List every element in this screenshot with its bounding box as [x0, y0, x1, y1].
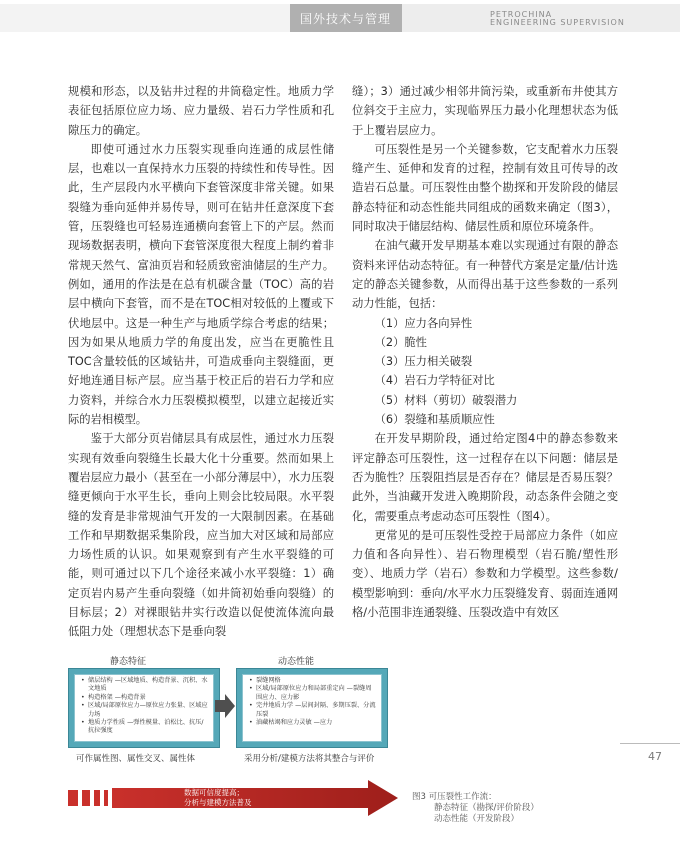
figure-list-item: • 区域/局部原位应力和局部重定向 —裂缝周围应力、应力影: [249, 685, 377, 702]
figure-list-item: • 油藏枯竭和应力灵敏 —应力: [249, 719, 377, 727]
right-arrow-icon: [215, 694, 235, 718]
figure-caption: [412, 792, 539, 825]
dynamic-caption: 采用分析/建模方法将其整合与评价: [244, 754, 375, 764]
static-panel: [68, 668, 220, 748]
left-text-column: [68, 82, 334, 642]
figure-caption-line-2: 动态性能（开发阶段）: [434, 814, 520, 824]
right-text-column: [352, 82, 618, 622]
journal-brand: [490, 11, 625, 27]
paragraph: 缝）；3）通过减少相邻井筒污染，或重新布井使其方位斜交于主应力，实现临界压力最小化理想状态为低于上覆岩层应力。: [352, 85, 618, 137]
page-number-rule: [620, 743, 680, 744]
header-left-band: [0, 4, 290, 32]
list-item: （3）压力相关破裂: [374, 355, 473, 369]
figure-list-item: • 地质力学性质 —弹性模量、泊松比、抗压/抗拉强度: [81, 719, 209, 736]
figure-3-workflow: [68, 652, 398, 822]
arrow-text: [184, 788, 252, 808]
figure-caption-line-1: 静态特征（勘探/评价阶段）: [434, 803, 539, 813]
paragraph: 在油气藏开发早期基本难以实现通过有限的静态资料来评估动态特征。有一种替代方案是定量/估计选定的静态关键参数，从而得出基于这些参数的一系列动力性能，包括：: [352, 239, 618, 311]
brand-line-2: ENGINEERING SUPERVISION: [490, 18, 625, 27]
static-items-list: [75, 675, 213, 736]
static-caption: 可作属性图、属性交叉、属性体: [76, 754, 196, 764]
paragraph: 在开发早期阶段，通过给定图4中的静态参数来评定静态可压裂性，这一过程存在以下问题：储层是否为脆性？压裂阻挡层是否存在？储层是否易压裂？此外，当油藏开发进入晚期阶段，动态条件会随之变化，需要重点考虑动态可压裂性（图4）。: [352, 432, 618, 523]
arrow-text-line-1: 数据可信度提高；: [184, 788, 244, 797]
dynamic-items-list: [243, 675, 381, 727]
paragraph: 规模和形态，以及钻井过程的井筒稳定性。地质力学表征包括原位应力场、应力量级、岩石力学性质和孔隙压力的确定。: [68, 85, 334, 137]
figure-list-item: • 区域/局部原位应力—原位应力张量、区域应力场: [81, 702, 209, 719]
section-title: 国外技术与管理: [300, 12, 392, 26]
page-header: [0, 0, 680, 32]
paragraph: 鉴于大部分页岩储层具有成层性，通过水力压裂实现有效垂向裂缝生长最大化十分重要。然而如果上覆岩层应力最小（甚至在一小部分薄层中），水力压裂缝更倾向于水平生长，垂向上则会比较局限。水平裂缝的发育是非常规油气开发的一大限制因素。在基础工作和早期数据采集阶段，应当加大对区域和局部应力场性质的认识。如果观察到有产生水平裂缝的可能，则可通过以下几个途径来减小水平裂缝：1）确定页岩内易产生垂向裂缝（如井筒初始垂向裂缝）的目标层；2）对裸眼钻井实行改造以促使流体流向最低阻力处（理想状态下是垂向裂: [68, 432, 334, 639]
paragraph: 可压裂性是另一个关键参数，它支配着水力压裂缝产生、延伸和发育的过程，控制有效且可传导的改造岩石总量。可压裂性由整个勘探和开发阶段的储层静态特征和动态性能共同组成的函数来确定（图3），同时取决于储层结构、储层性质和原位环境条件。: [352, 142, 618, 234]
list-item: （4）岩石力学特征对比: [374, 374, 495, 388]
paragraph: 更常见的是可压裂性受控于局部应力条件（如应力值和各向异性）、岩石物理模型（岩石脆/塑性形变）、地质力学（岩石）参数和力学模型。这些参数/模型影响到：垂向/水平水力压裂缝发育、弱面连通网格/小范围非连通裂缝、压裂改造中有效区: [352, 528, 618, 620]
figure-list-item: • 完井地质力学 —层间封隔、多期压裂、分流压裂: [249, 702, 377, 719]
static-title: 静态特征: [110, 657, 147, 667]
figure-caption-title: 图3 可压裂性工作流：: [412, 792, 497, 802]
figure-list-item: • 储层结构 —区域地质、构造背景、沉积、水文地质: [81, 677, 209, 694]
list-item: （1）应力各向异性: [374, 316, 473, 330]
arrow-text-line-2: 分析与建模方法普及: [184, 798, 252, 807]
list-item: （2）脆性: [374, 335, 427, 349]
dynamic-panel: [236, 668, 388, 748]
list-item: （6）裂缝和基质顺应性: [374, 413, 495, 427]
dynamic-title: 动态性能: [278, 657, 315, 667]
page-number: 47: [648, 750, 662, 763]
paragraph: 即使可通过水力压裂实现垂向连通的成层性储层，也难以一直保持水力压裂的持续性和传导性。因此，生产层段内水平横向下套管深度非常关键。如果裂缝为垂向延伸并易传导，则可在钻井任意深度下套管，压裂缝也可轻易连通横向套管上下的产层。然而现场数据表明，横向下套管深度很大程度上制约着非常规天然气、富油页岩和轻质致密油储层的生产力。例如，通用的作法是在总有机碳含量（TOC）高的岩层中横向下套管，而不是在TOC相对较低的上覆或下伏地层中。这是一种生产与地质学综合考虑的结果；因为如果从地质力学的角度出发，应当在更脆性且TOC含量较低的区域钻井，可造成垂向主裂缝面，更好地连通目标产层。应当基于校正后的岩石力学和应力资料，并综合水力压裂模拟模型，以建立起接近实际的岩相模型。: [68, 142, 334, 427]
figure-list-item: • 构造格架 —构造背景: [81, 694, 209, 702]
list-item: （5）材料（剪切）破裂潜力: [374, 393, 518, 407]
figure-list-item: • 裂缝网格: [249, 677, 377, 685]
brand-line-1: PETROCHINA: [490, 10, 553, 19]
